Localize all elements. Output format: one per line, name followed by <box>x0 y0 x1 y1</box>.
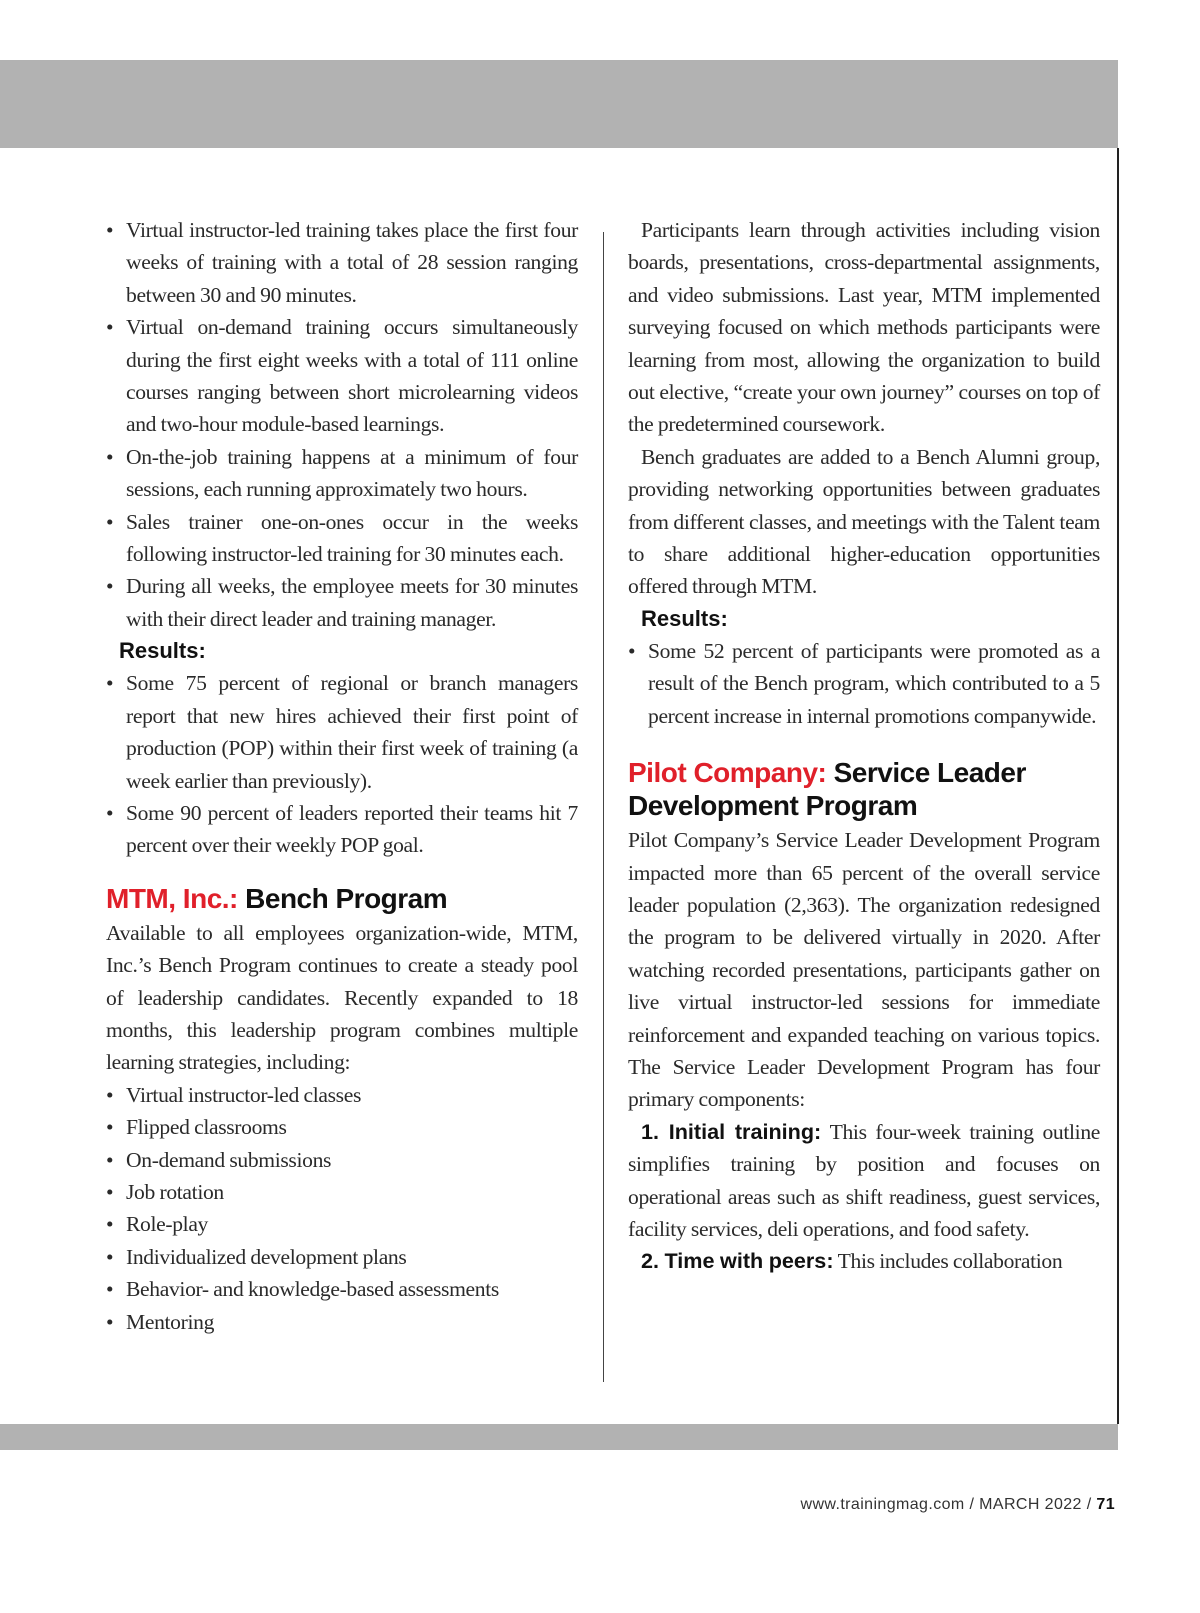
results-heading: Results: <box>119 638 206 664</box>
list-item: • Mentoring <box>106 1306 578 1338</box>
mtm-intro: Available to all employees organization-wide, MTM, Inc.’s Bench Program continues to create a steady pool of leadership candidates. Recently expanded to 18 months, this leadership program combines multiple learning strategies, including: <box>106 920 578 1075</box>
component-label: 1. Initial training: <box>641 1118 822 1144</box>
left-column <box>106 214 578 1338</box>
paragraph: Pilot Company’s Service Leader Development Program impacted more than 65 percent of the overall service leader population (2,363). The organization redesigned the program to be delivered virtually in 2020. After watching recorded presentations, participants gather on live virtual instructor-led sessions for immediate reinforcement and expanded teaching on various topics. The Service Leader Development Program has four primary components: <box>628 828 1100 1112</box>
heading-company: Pilot Company: <box>628 757 827 789</box>
page-footer <box>801 1496 1115 1514</box>
list-item: • Flipped classrooms <box>106 1111 578 1143</box>
footer-site: www.trainingmag.com / MARCH 2022 / <box>800 1496 1097 1513</box>
results-heading: Results: <box>641 605 728 631</box>
paragraph: Bench graduates are added to a Bench Alumni group, providing networking opportunities between graduates from different classes, and meetings with the Talent team to share additional higher-education opportunities offered through MTM. <box>628 444 1100 599</box>
right-column <box>628 214 1100 1278</box>
component-text: This four-week training outline simplifies training by position and focuses on operational areas such as shift readiness, guest services, facility services, deli operations, and food safety. <box>628 1119 1100 1241</box>
strategies-list <box>106 1079 578 1338</box>
component-item-2 <box>628 1245 1100 1277</box>
column-divider <box>603 232 604 1382</box>
list-item: • Sales trainer one-on-ones occur in the weeks following instructor-led training for 30 minutes each. <box>106 506 578 571</box>
heading-company: MTM, Inc.: <box>106 882 238 914</box>
list-item: • Some 75 percent of regional or branch managers report that new hires achieved their first point of production (POP) within their first week of training (a week earlier than previously). <box>106 667 578 797</box>
page-number: 71 <box>1096 1496 1115 1513</box>
section-heading-pilot <box>628 756 1100 822</box>
paragraph: Participants learn through activities including vision boards, presentations, cross-departmental assignments, and video submissions. Last year, MTM implemented surveying focused on which methods participants were learning from most, allowing the organization to build out elective, “create your own journey” courses on top of the predetermined coursework. <box>628 218 1100 437</box>
top-gray-band <box>0 60 1118 148</box>
list-item: • Some 90 percent of leaders reported their teams hit 7 percent over their weekly POP goal. <box>106 797 578 862</box>
list-item: • Virtual instructor-led training takes place the first four weeks of training with a total of 28 session ranging between 30 and 90 minutes. <box>106 214 578 311</box>
section-heading-mtm <box>106 882 578 915</box>
heading-program: Service Leader Development Program <box>628 757 1026 822</box>
component-label: 2. Time with peers: <box>641 1248 834 1274</box>
bottom-gray-band <box>0 1424 1118 1450</box>
list-item: • Virtual instructor-led classes <box>106 1079 578 1111</box>
page-edge-rule <box>1117 148 1119 1424</box>
list-item: • During all weeks, the employee meets for 30 minutes with their direct leader and training manager. <box>106 570 578 635</box>
heading-program: Bench Program <box>237 882 448 914</box>
list-item: • Individualized development plans <box>106 1241 578 1273</box>
list-item: • Virtual on-demand training occurs simultaneously during the first eight weeks with a total of 111 online courses ranging between short microlearning videos and two-hour module-based learnings. <box>106 311 578 441</box>
list-item: • Behavior- and knowledge-based assessments <box>106 1273 578 1305</box>
component-item-1 <box>628 1116 1100 1246</box>
list-item: • Role-play <box>106 1208 578 1240</box>
results-list <box>106 667 578 861</box>
component-text: This includes collaboration <box>833 1249 1063 1274</box>
training-bullets <box>106 214 578 635</box>
list-item: • Some 52 percent of participants were promoted as a result of the Bench program, which contributed to a 5 percent increase in internal promotions companywide. <box>628 635 1100 732</box>
results-list <box>628 635 1100 732</box>
list-item: • Job rotation <box>106 1176 578 1208</box>
list-item: • On-the-job training happens at a minimum of four sessions, each running approximately two hours. <box>106 441 578 506</box>
list-item: • On-demand submissions <box>106 1144 578 1176</box>
